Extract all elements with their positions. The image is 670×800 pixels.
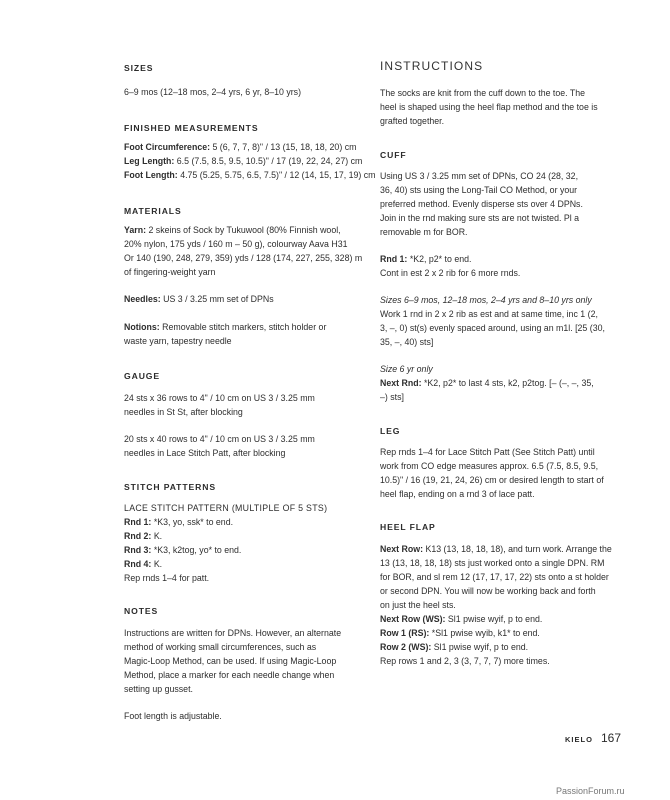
needles-line: Needles: US 3 / 3.25 mm set of DPNs	[124, 294, 274, 304]
cuff-rnd1: Rnd 1: *K2, p2* to end.	[380, 254, 472, 264]
cuff-heading: CUFF	[380, 150, 407, 160]
sizes-line: Work 1 rnd in 2 x 2 rib as est and at same time, inc 1 (2,	[380, 309, 598, 319]
leg-line: heel flap, ending on a rnd 3 of lace patt.	[380, 489, 535, 499]
notes-heading: NOTES	[124, 606, 159, 616]
pattern-row: Rnd 3: *K3, k2tog, yo* to end.	[124, 545, 242, 555]
notes-line: setting up gusset.	[124, 684, 193, 694]
section-name: KIELO	[565, 735, 593, 744]
foot-length: Foot Length: 4.75 (5.25, 5.75, 6.5, 7.5)" / 12 (14, 15, 17, 19) cm	[124, 170, 376, 180]
cuff-line: removable m for BOR.	[380, 227, 468, 237]
leg-heading: LEG	[380, 426, 401, 436]
heel-line: on just the heel sts.	[380, 600, 456, 610]
gauge-line: needles in Lace Stitch Patt, after blocking	[124, 448, 286, 458]
heel-line: or second DPN. You will now be working back and forth	[380, 586, 596, 596]
instructions-title: INSTRUCTIONS	[380, 59, 484, 73]
intro-line: heel is shaped using the heel flap method and the toe is	[380, 102, 598, 112]
heel-ws-row: Next Row (WS): Sl1 pwise wyif, p to end.	[380, 614, 543, 624]
yarn-line: 20% nylon, 175 yds / 160 m – 50 g), colourway Aava H31	[124, 239, 348, 249]
heel-repeat: Rep rows 1 and 2, 3 (3, 7, 7, 7) more times.	[380, 656, 550, 666]
watermark: PassionForum.ru	[556, 786, 625, 796]
gauge-line: 24 sts x 36 rows to 4" / 10 cm on US 3 / 3.25 mm	[124, 393, 315, 403]
size6-next-rnd: Next Rnd: *K2, p2* to last 4 sts, k2, p2tog. [– (–, –, 35,	[380, 378, 594, 388]
cuff-cont: Cont in est 2 x 2 rib for 6 more rnds.	[380, 268, 521, 278]
size6-next-rnd-cont: –) sts]	[380, 392, 404, 402]
intro-line: The socks are knit from the cuff down to the toe. The	[380, 88, 586, 98]
gauge-line: 20 sts x 40 rows to 4" / 10 cm on US 3 / 3.25 mm	[124, 434, 315, 444]
notes-line: Instructions are written for DPNs. However, an alternate	[124, 628, 342, 638]
heel-next-row: Next Row: K13 (13, 18, 18, 18), and turn work. Arrange the	[380, 544, 612, 554]
leg-line: work from CO edge measures approx. 6.5 (7.5, 8.5, 9.5,	[380, 461, 599, 471]
leg-line: 10.5)" / 16 (19, 21, 24, 26) cm or desired length to start of	[380, 475, 604, 485]
cuff-line: Join in the rnd making sure sts are not twisted. Pl a	[380, 213, 580, 223]
yarn-line: Yarn: 2 skeins of Sock by Tukuwool (80% Finnish wool,	[124, 225, 341, 235]
size6-subheading: Size 6 yr only	[380, 364, 433, 374]
foot-circumference: Foot Circumference: 5 (6, 7, 7, 8)" / 13 (15, 18, 18, 20) cm	[124, 142, 357, 152]
pattern-row: Rnd 2: K.	[124, 531, 163, 541]
leg-length: Leg Length: 6.5 (7.5, 8.5, 9.5, 10.5)" / 17 (19, 22, 24, 27) cm	[124, 156, 363, 166]
leg-line: Rep rnds 1–4 for Lace Stitch Patt (See Stitch Patt) until	[380, 447, 595, 457]
sizes-text: 6–9 mos (12–18 mos, 2–4 yrs, 6 yr, 8–10 yrs)	[124, 87, 301, 97]
materials-heading: MATERIALS	[124, 206, 182, 216]
notions-line: waste yarn, tapestry needle	[124, 336, 232, 346]
lace-subheading: LACE STITCH PATTERN (MULTIPLE OF 5 STS)	[124, 503, 328, 513]
heel-line: for BOR, and sl rem 12 (17, 17, 17, 22) sts onto a st holder	[380, 572, 609, 582]
notions-line: Notions: Removable stitch markers, stitch holder or	[124, 322, 327, 332]
finished-heading: FINISHED MEASUREMENTS	[124, 123, 259, 133]
page-number: 167	[601, 731, 622, 745]
notes-foot: Foot length is adjustable.	[124, 711, 222, 721]
sizes-line: 35, –, 40) sts]	[380, 337, 434, 347]
sizes-heading: SIZES	[124, 63, 154, 73]
intro-line: grafted together.	[380, 116, 445, 126]
sizes-subheading: Sizes 6–9 mos, 12–18 mos, 2–4 yrs and 8–10 yrs only	[380, 295, 592, 305]
sizes-line: 3, –, 0) st(s) evenly spaced around, using an m1l. [25 (30,	[380, 323, 605, 333]
yarn-line: of fingering-weight yarn	[124, 267, 216, 277]
yarn-line: Or 140 (190, 248, 279, 359) yds / 128 (174, 227, 255, 328) m	[124, 253, 363, 263]
cuff-line: 36, 40) sts using the Long-Tail CO Method, or your	[380, 185, 578, 195]
notes-line: method of working small circumferences, such as	[124, 642, 317, 652]
pattern-row: Rnd 1: *K3, yo, ssk* to end.	[124, 517, 234, 527]
heel-row2: Row 2 (WS): Sl1 pwise wyif, p to end.	[380, 642, 529, 652]
gauge-heading: GAUGE	[124, 371, 161, 381]
pattern-row: Rnd 4: K.	[124, 559, 163, 569]
notes-line: Method, place a marker for each needle change when	[124, 670, 335, 680]
heel-row1: Row 1 (RS): *Sl1 pwise wyib, k1* to end.	[380, 628, 540, 638]
stitch-heading: STITCH PATTERNS	[124, 482, 216, 492]
heel-heading: HEEL FLAP	[380, 522, 436, 532]
gauge-line: needles in St St, after blocking	[124, 407, 243, 417]
heel-line: 13 (13, 18, 18, 18) sts just worked onto a single DPN. RM	[380, 558, 605, 568]
notes-line: Magic-Loop Method, can be used. If using Magic-Loop	[124, 656, 337, 666]
pattern-repeat: Rep rnds 1–4 for patt.	[124, 573, 210, 583]
cuff-line: Using US 3 / 3.25 mm set of DPNs, CO 24 (28, 32,	[380, 171, 579, 181]
cuff-line: preferred method. Evenly disperse sts over 4 DPNs.	[380, 199, 583, 209]
